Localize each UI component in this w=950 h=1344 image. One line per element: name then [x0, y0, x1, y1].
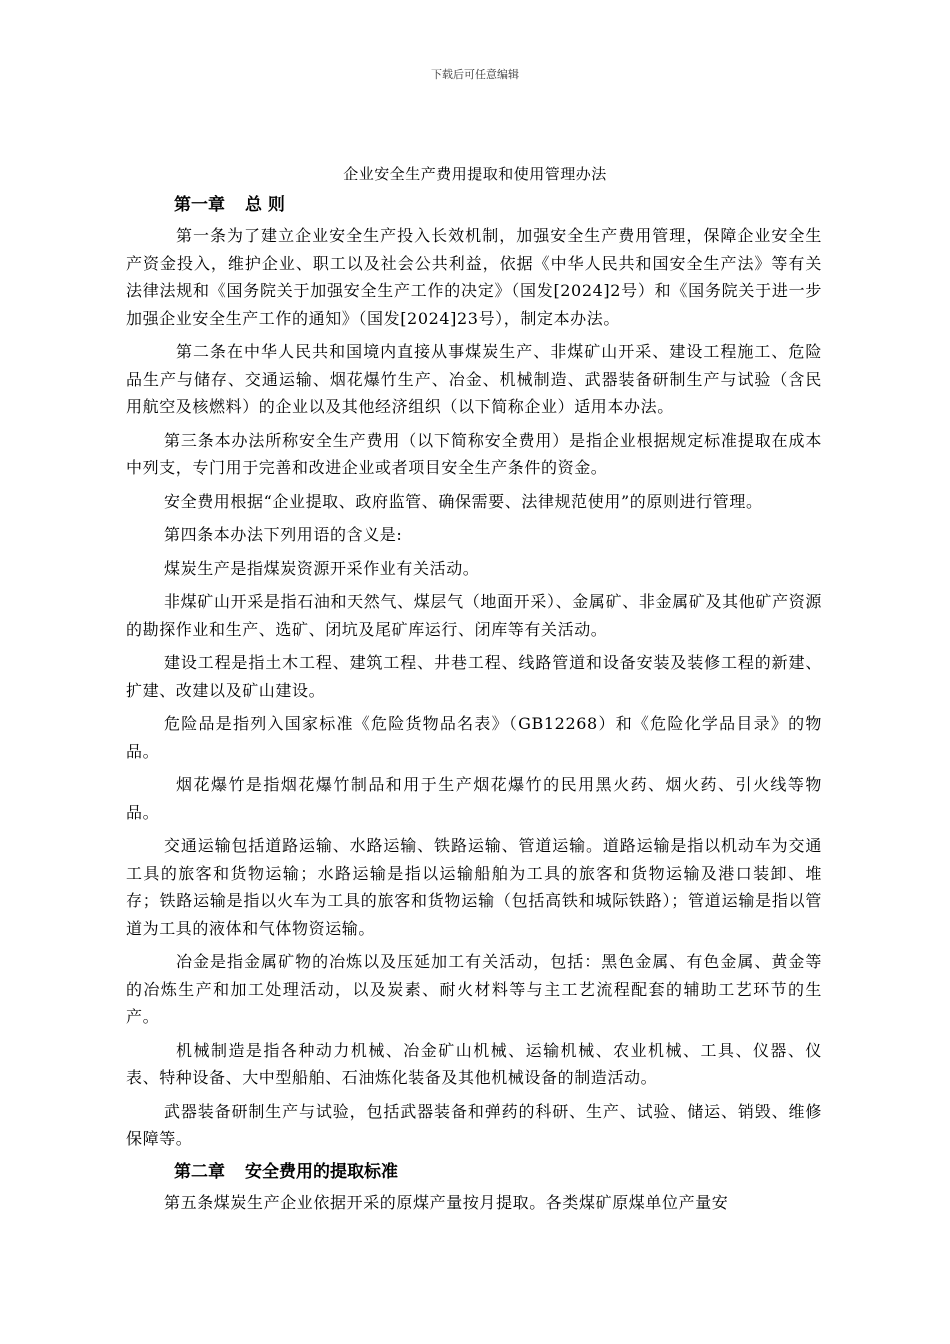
- paragraph-coal: 煤炭生产是指煤炭资源开采作业有关活动。: [164, 558, 480, 578]
- paragraph-article-1: 第一条为了建立企业安全生产投入长效机制，加强安全生产费用管理，保障企业安全生产资金投入，维护企业、职工以及社会公共利益，依据《中华人民共和国安全生产法》等有关法律法规和《国务院关于加强安全生产工作的决定》（国发[2024]2号）和《国务院关于进一步加强企业安全生产工作的通知》（国发[2024]23号），制定本办法。: [126, 226, 822, 328]
- chapter-heading-1: [126, 192, 822, 218]
- document-title: 企业安全生产费用提取和使用管理办法: [343, 165, 607, 183]
- paragraph-transport: 交通运输包括道路运输、水路运输、铁路运输、管道运输。道路运输是指以机动车为交通工具的旅客和货物运输；水路运输是指以运输船舶为工具的旅客和货物运输及港口装卸、堆存；铁路运输是指以火车为工具的旅客和货物运输（包括高铁和城际铁路）；管道运输是指以管道为工具的液体和气体物资运输。: [126, 836, 822, 938]
- paragraph-non-coal-mining: 非煤矿山开采是指石油和天然气、煤层气（地面开采）、金属矿、非金属矿及其他矿产资源的勘探作业和生产、选矿、闭坑及尾矿库运行、闭库等有关活动。: [126, 592, 822, 639]
- paragraph-article-5: 第五条煤炭生产企业依据开采的原煤产量按月提取。各类煤矿原煤单位产量安: [164, 1192, 729, 1212]
- paragraph-article-3: 第三条本办法所称安全生产费用（以下简称安全费用）是指企业根据规定标准提取在成本中列支，专门用于完善和改进企业或者项目安全生产条件的资金。: [126, 430, 822, 477]
- paragraph-machinery: 机械制造是指各种动力机械、冶金矿山机械、运输机械、农业机械、工具、仪器、仪表、特种设备、大中型船舶、石油炼化装备及其他机械设备的制造活动。: [126, 1040, 822, 1087]
- paragraph-hazardous-goods: 危险品是指列入国家标准《危险货物品名表》（GB12268）和《危险化学品目录》的物品。: [126, 714, 822, 761]
- paragraph-article-2: 第二条在中华人民共和国境内直接从事煤炭生产、非煤矿山开采、建设工程施工、危险品生产与储存、交通运输、烟花爆竹生产、冶金、机械制造、武器装备研制生产与试验（含民用航空及核燃料）的企业以及其他经济组织（以下简称企业）适用本办法。: [126, 342, 822, 416]
- chapter-heading-2: [126, 1159, 822, 1185]
- chapter-name: 总 则: [245, 195, 285, 215]
- paragraph-weapons: 武器装备研制生产与试验，包括武器装备和弹药的科研、生产、试验、储运、销毁、维修保障等。: [126, 1101, 822, 1148]
- paragraph-fireworks: 烟花爆竹是指烟花爆竹制品和用于生产烟花爆竹的民用黑火药、烟火药、引火线等物品。: [126, 775, 822, 822]
- document-body: [126, 192, 822, 1222]
- chapter-name: 安全费用的提取标准: [245, 1161, 398, 1182]
- header-note: 下载后可任意编辑: [431, 68, 519, 81]
- chapter-label: 第二章: [174, 1161, 225, 1182]
- paragraph-construction: 建设工程是指土木工程、建筑工程、井巷工程、线路管道和设备安装及装修工程的新建、扩建、改建以及矿山建设。: [126, 653, 822, 700]
- paragraph-metallurgy: 冶金是指金属矿物的冶炼以及压延加工有关活动，包括：黑色金属、有色金属、黄金等的冶炼生产和加工处理活动，以及炭素、耐火材料等与主工艺流程配套的辅助工艺环节的生产。: [126, 952, 822, 1026]
- paragraph-principle: 安全费用根据“企业提取、政府监管、确保需要、法律规范使用”的原则进行管理。: [164, 491, 763, 511]
- chapter-label: 第一章: [174, 195, 225, 215]
- paragraph-article-4: 第四条本办法下列用语的含义是:: [164, 525, 403, 544]
